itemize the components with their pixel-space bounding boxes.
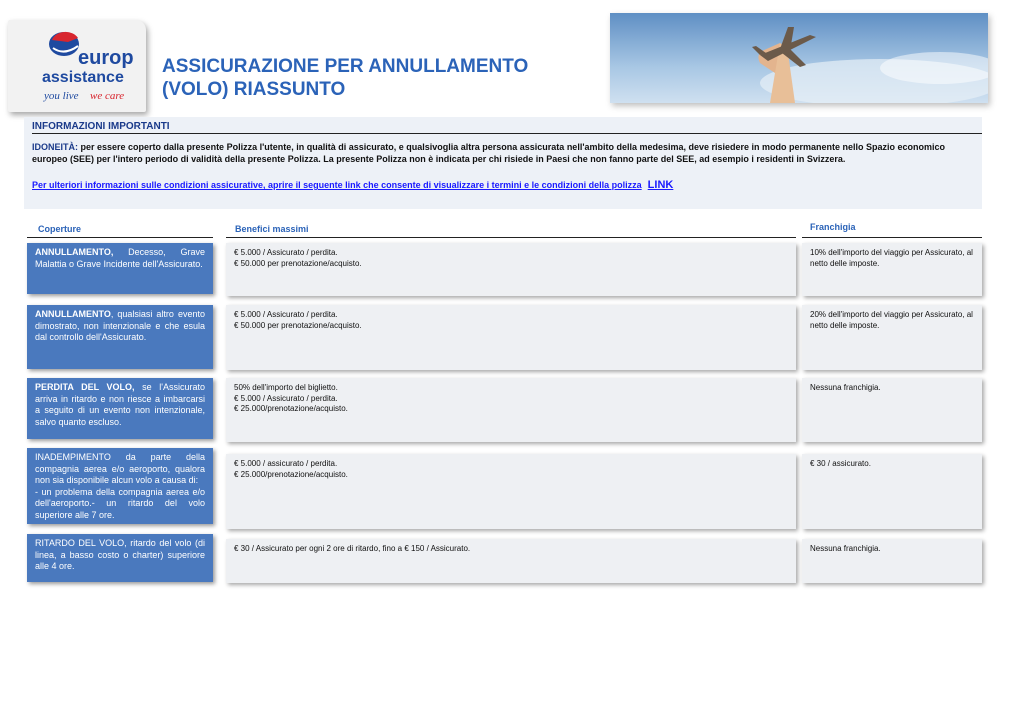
excess-header-rule (802, 237, 982, 238)
page-title (162, 55, 582, 101)
svg-text:assistance: assistance (42, 69, 124, 86)
excess-cell (802, 305, 982, 370)
eligibility-body: per essere coperto dalla presente Polizza l'utente, in qualità di assicurato, e qualsivoglia altra persona assicurata nell'ambito della medesima, deve risiedere in modo permanente nello Spazio economico europeo (SEE) per l'intero periodo di validità della presente Polizza. La presente Polizza non è indicata per chi risiede in Paesi che non fanno parte del SEE, ad esempio i residenti in Svizzera. (32, 142, 946, 164)
benefits-cell (226, 539, 796, 583)
benefits-cell (226, 378, 796, 442)
benefits-text: € 5.000 / assicurato / perdita. € 25.000/prenotazione/acquisto. (234, 459, 348, 479)
eligibility-label: IDONEITÀ: (32, 142, 78, 152)
excess-text: Nessuna franchigia. (810, 544, 881, 553)
coverage-title: ANNULLAMENTO (35, 309, 111, 319)
svg-text:we care: we care (90, 90, 125, 102)
coverage-cell (27, 448, 213, 524)
terms-link[interactable] (32, 179, 673, 191)
coverage-text: Decesso, Grave Malattia o Grave Incidente dell'Assicurato. (35, 247, 205, 269)
coverage-column-header: Coperture (38, 224, 82, 234)
hero-airplane-image (610, 13, 988, 103)
excess-text: 10% dell'importo del viaggio per Assicurato, al netto delle imposte. (810, 248, 973, 268)
benefits-text: 50% dell'importo del biglietto. € 5.000 / Assicurato / perdita. € 25.000/prenotazione/acquisto. (234, 383, 348, 413)
coverage-header-rule (27, 237, 213, 238)
coverage-cell (27, 534, 213, 582)
coverage-title: PERDITA DEL VOLO, (35, 382, 135, 392)
benefits-text: € 5.000 / Assicurato / perdita. € 50.000 per prenotazione/acquisto. (234, 248, 362, 268)
important-info-panel (24, 117, 982, 209)
excess-cell (802, 454, 982, 529)
excess-cell (802, 378, 982, 442)
benefits-text: € 5.000 / Assicurato / perdita. € 50.000 per prenotazione/acquisto. (234, 310, 362, 330)
coverage-text: se l'Assicurato arriva in ritardo e non riesce a imbarcarsi a seguito di un evento non intenzionale, salvo quanto escluso. (35, 382, 205, 427)
coverage-cell (27, 243, 213, 294)
coverage-cell (27, 378, 213, 439)
terms-link-word: LINK (647, 179, 674, 191)
benefits-cell (226, 305, 796, 370)
coverage-text: RITARDO DEL VOLO, ritardo del volo (di linea, a basso costo o charter) superiore alle 4 ore. (35, 538, 205, 571)
excess-text: Nessuna franchigia. (810, 383, 881, 392)
coverage-text: INADEMPIMENTO da parte della compagnia aerea e/o aeroporto, qualora non sia disponibile alcun volo a causa di: - un problema della compagnia aerea e/o dell'aeroporto.- un ritardo del volo superiore alle 7 ore. (35, 452, 205, 520)
benefits-header-rule (226, 237, 796, 238)
excess-text: € 30 / assicurato. (810, 459, 871, 468)
svg-text:you live: you live (44, 90, 79, 102)
europ-assistance-logo (8, 20, 146, 112)
benefits-column-header: Benefici massimi (235, 224, 309, 234)
coverage-text: , qualsiasi altro evento dimostrato, non intenzionale e che esula dal controllo dell'Assicurato. (35, 309, 205, 342)
eligibility-text (32, 141, 974, 165)
page-title-line1: ASSICURAZIONE PER ANNULLAMENTO (162, 56, 529, 77)
terms-link-text: Per ulteriori informazioni sulle condizioni assicurative, aprire il seguente link che consente di visualizzare i termini e le condizioni della polizza (32, 180, 642, 190)
excess-cell (802, 243, 982, 296)
excess-column-header: Franchigia (810, 222, 856, 232)
info-heading: INFORMAZIONI IMPORTANTI (32, 121, 170, 132)
coverage-cell (27, 305, 213, 369)
excess-cell (802, 539, 982, 583)
benefits-cell (226, 243, 796, 296)
benefits-text: € 30 / Assicurato per ogni 2 ore di ritardo, fino a € 150 / Assicurato. (234, 544, 471, 553)
svg-text:europ: europ (78, 47, 134, 69)
info-divider (32, 133, 982, 134)
benefits-cell (226, 454, 796, 529)
excess-text: 20% dell'importo del viaggio per Assicurato, al netto delle imposte. (810, 310, 973, 330)
page-title-line2: (VOLO) RIASSUNTO (162, 79, 346, 100)
coverage-title: ANNULLAMENTO, (35, 247, 114, 257)
